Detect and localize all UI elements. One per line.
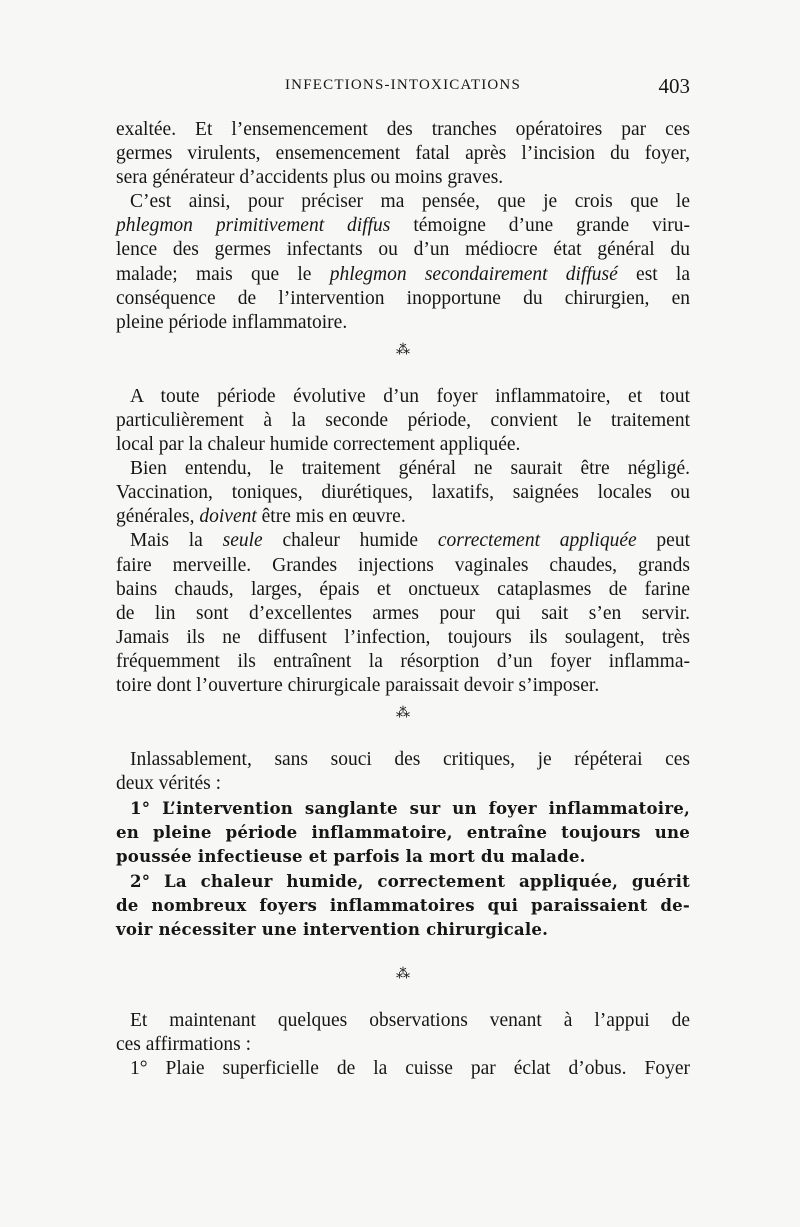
text-line: ces affirmations : <box>116 1033 252 1055</box>
text-line: poussée infectieuse et parfois la mort du malade. <box>116 846 586 867</box>
text-line: voir nécessiter une intervention chirurgicale. <box>116 918 549 939</box>
bold-statement-1 <box>116 796 690 868</box>
text-line: 2° La chaleur humide, correctement appliquée, guérit <box>130 870 690 891</box>
paragraph-5 <box>116 529 690 698</box>
section-separator: ⁂ <box>396 342 410 358</box>
text-line: en pleine période inflammatoire, entraîne toujours une <box>116 822 690 843</box>
text-line <box>116 505 690 529</box>
paragraph-4 <box>116 457 690 529</box>
text-line: deux vérités : <box>116 773 222 795</box>
page-number: 403 <box>658 74 690 98</box>
text-line: fréquemment ils entraînent la résorption d’un foyer inflamma- <box>116 650 690 672</box>
paragraph-9 <box>116 1009 690 1057</box>
text-line: sera générateur d’accidents plus ou moins graves. <box>116 167 504 189</box>
text-run: peut <box>636 530 691 552</box>
spacer <box>116 371 690 385</box>
text-line: faire merveille. Grandes injections vaginales chaudes, grands <box>116 554 690 576</box>
text-line: Et maintenant quelques observations venant à l’appui de <box>130 1009 690 1031</box>
text-line: toire dont l’ouverture chirurgicale paraissait devoir s’imposer. <box>116 674 600 696</box>
spacer <box>116 941 690 959</box>
text-line: Inlassablement, sans souci des critiques, je répéterai ces <box>130 749 690 771</box>
text-run: témoigne d’une grande viru- <box>390 215 691 237</box>
text-run: être mis en œuvre. <box>256 506 406 528</box>
text-line: local par la chaleur humide correctement appliquée. <box>116 434 521 456</box>
text-line: germes virulents, ensemencement fatal après l’incision du foyer, <box>116 143 690 165</box>
page-body <box>116 118 690 1081</box>
bold-statement-2 <box>116 869 690 941</box>
italic-phrase: phlegmon secondairement diffusé <box>329 263 618 285</box>
paragraph-2 <box>116 190 690 335</box>
text-line: Bien entendu, le traitement général ne saurait être négligé. <box>130 458 690 480</box>
running-title: INFECTIONS-INTOXICATIONS <box>284 77 522 93</box>
text-line: A toute période évolutive d’un foyer inflammatoire, et tout <box>130 385 690 407</box>
text-line: pleine période inflammatoire. <box>116 311 348 333</box>
text-line: Jamais ils ne diffusent l’infection, toujours ils soulagent, très <box>116 626 690 648</box>
italic-phrase: seule <box>222 530 263 552</box>
paragraph-3 <box>116 385 690 457</box>
page-header <box>116 74 690 107</box>
text-line: de nombreux foyers inflammatoires qui paraissaient de- <box>116 894 690 915</box>
paragraph-1 <box>116 118 690 190</box>
text-line: particulièrement à la seconde période, convient le traitement <box>116 409 690 431</box>
text-line: C’est ainsi, pour préciser ma pensée, que je crois que le <box>130 191 690 213</box>
italic-phrase: phlegmon primitivement diffus <box>116 215 391 237</box>
spacer <box>116 995 690 1009</box>
text-line: Vaccination, toniques, diurétiques, laxatifs, saignées locales ou <box>116 482 690 504</box>
text-line: 1° L’intervention sanglante sur un foyer inflammatoire, <box>130 798 690 819</box>
section-separator: ⁂ <box>396 706 410 722</box>
text-line <box>116 529 690 553</box>
text-line: bains chauds, larges, épais et onctueux cataplasmes de farine <box>116 578 690 600</box>
text-line: lence des germes infectants ou d’un médiocre état général du <box>116 239 690 261</box>
text-run: chaleur humide <box>262 530 438 552</box>
text-run: malade; mais que le <box>116 263 330 285</box>
paragraph-10 <box>116 1057 690 1081</box>
text-line: de lin sont d’excellentes armes pour qui sait s’en servir. <box>116 602 690 624</box>
spacer <box>116 734 690 748</box>
text-line <box>116 263 690 287</box>
text-line <box>116 214 690 238</box>
paragraph-6 <box>116 748 690 796</box>
italic-phrase: doivent <box>199 506 257 528</box>
text-line: 1° Plaie superficielle de la cuisse par éclat d’obus. Foyer <box>130 1058 690 1079</box>
text-run: Mais la <box>130 530 223 552</box>
text-line: conséquence de l’intervention inopportune du chirurgien, en <box>116 287 690 309</box>
italic-phrase: correctement appliquée <box>437 530 637 552</box>
section-separator: ⁂ <box>396 966 410 982</box>
text-line: exaltée. Et l’ensemencement des tranches opératoires par ces <box>116 119 690 140</box>
text-run: est la <box>617 263 691 285</box>
text-run: générales, <box>116 506 200 528</box>
